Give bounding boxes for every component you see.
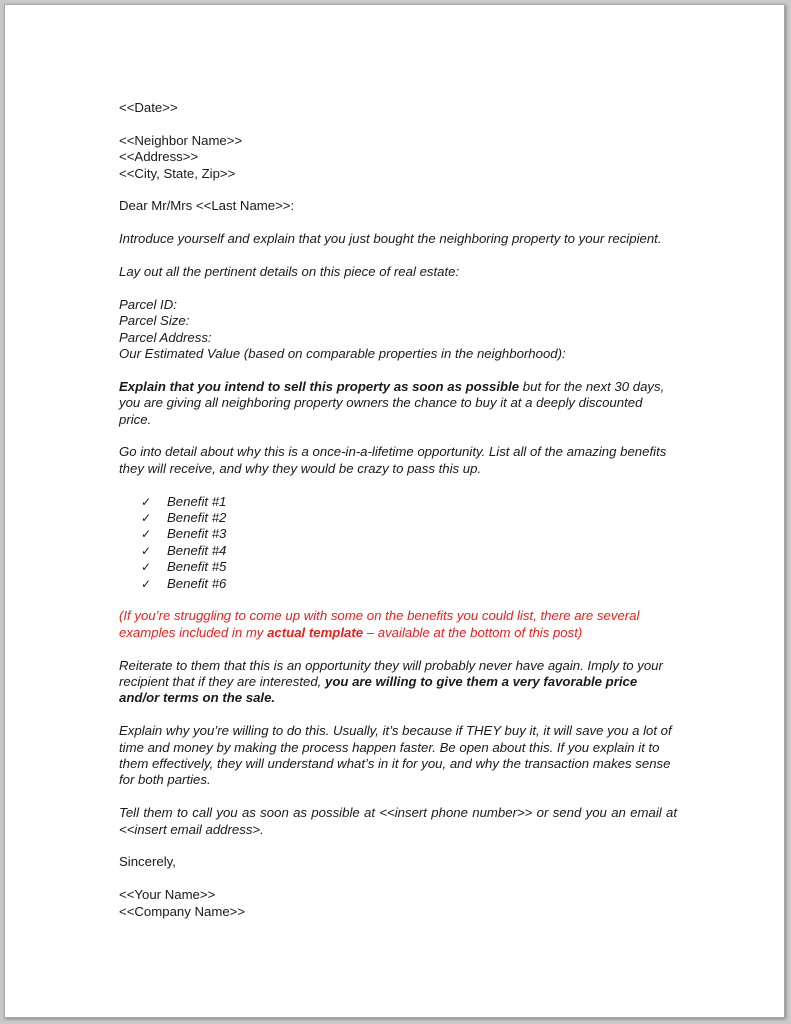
reiterate-emphasis: you are willing to give them a very favorable price and/or terms on the sale. bbox=[119, 674, 638, 706]
benefits-list bbox=[119, 494, 677, 592]
check-icon: ✓ bbox=[141, 511, 152, 526]
parcel-address: Parcel Address: bbox=[119, 329, 212, 345]
benefit-label: Benefit #4 bbox=[167, 542, 227, 558]
signature-name: <<Your Name>> bbox=[119, 887, 216, 903]
sell-emphasis: Explain that you intend to sell this property as soon as possible bbox=[119, 378, 520, 394]
template-note bbox=[119, 608, 677, 641]
benefit-label: Benefit #5 bbox=[167, 559, 227, 575]
check-icon: ✓ bbox=[141, 576, 152, 591]
parcel-id: Parcel ID: bbox=[119, 296, 177, 312]
closing: Sincerely, bbox=[119, 854, 176, 870]
intro-paragraph: Introduce yourself and explain that you just bought the neighboring property to your recipient. bbox=[119, 231, 662, 247]
recipient-city-state-zip: <<City, State, Zip>> bbox=[119, 165, 236, 181]
reiterate-text: Reiterate to them that this is an opportunity they will probably never have again. Imply to your recipient that if they are interested, bbox=[119, 657, 663, 690]
letter-date: <<Date>> bbox=[119, 100, 178, 115]
sell-rest: but for the next 30 days, you are giving all neighboring property owners the chance to buy it at a deeply discounted price. bbox=[119, 378, 665, 427]
detail-paragraph: Go into detail about why this is a once-in-a-lifetime opportunity. List all of the amazing benefits they will receive, and why they would be crazy to pass this up. bbox=[119, 444, 667, 476]
call-paragraph: Tell them to call you as soon as possible at <<insert phone number>> or send you an email at <<insert email address>. bbox=[119, 805, 677, 837]
parcel-details bbox=[119, 297, 677, 363]
check-icon: ✓ bbox=[141, 560, 152, 575]
signature-block bbox=[119, 887, 677, 920]
explain-paragraph: Explain why you’re willing to do this. Usually, it’s because if THEY buy it, it will save you a lot of time and money by making the process happen faster. Be open about this. If you explain it to them effectively, they will understand what’s in it for you, and why the transaction makes sense for both parties. bbox=[119, 723, 672, 788]
benefit-label: Benefit #3 bbox=[167, 526, 227, 542]
benefit-label: Benefit #6 bbox=[167, 575, 227, 591]
recipient-address: <<Address>> bbox=[119, 149, 199, 165]
signature-company: <<Company Name>> bbox=[119, 903, 246, 919]
reiterate-paragraph bbox=[119, 658, 677, 707]
check-icon: ✓ bbox=[141, 527, 152, 542]
recipient-name: <<Neighbor Name>> bbox=[119, 132, 243, 148]
list-item bbox=[141, 526, 677, 542]
recipient-block bbox=[119, 133, 677, 182]
note-after: – available at the bottom of this post) bbox=[363, 624, 583, 640]
sell-paragraph bbox=[119, 379, 677, 428]
note-before: (If you’re struggling to come up with some on the benefits you could list, there are several examples included in my bbox=[119, 608, 640, 640]
letter-body bbox=[119, 100, 677, 936]
salutation: Dear Mr/Mrs <<Last Name>>: bbox=[119, 198, 295, 214]
actual-template-text: actual template bbox=[267, 624, 364, 640]
check-icon: ✓ bbox=[141, 494, 152, 509]
details-intro: Lay out all the pertinent details on this piece of real estate: bbox=[119, 264, 460, 279]
check-icon: ✓ bbox=[141, 543, 152, 558]
list-item bbox=[141, 494, 677, 510]
list-item bbox=[141, 576, 677, 592]
benefit-label: Benefit #2 bbox=[167, 510, 227, 526]
estimated-value: Our Estimated Value (based on comparable properties in the neighborhood): bbox=[119, 346, 566, 362]
list-item bbox=[141, 510, 677, 526]
list-item bbox=[141, 559, 677, 575]
list-item bbox=[141, 543, 677, 559]
benefit-label: Benefit #1 bbox=[167, 493, 227, 509]
parcel-size: Parcel Size: bbox=[119, 313, 190, 329]
document-page bbox=[4, 4, 785, 1018]
